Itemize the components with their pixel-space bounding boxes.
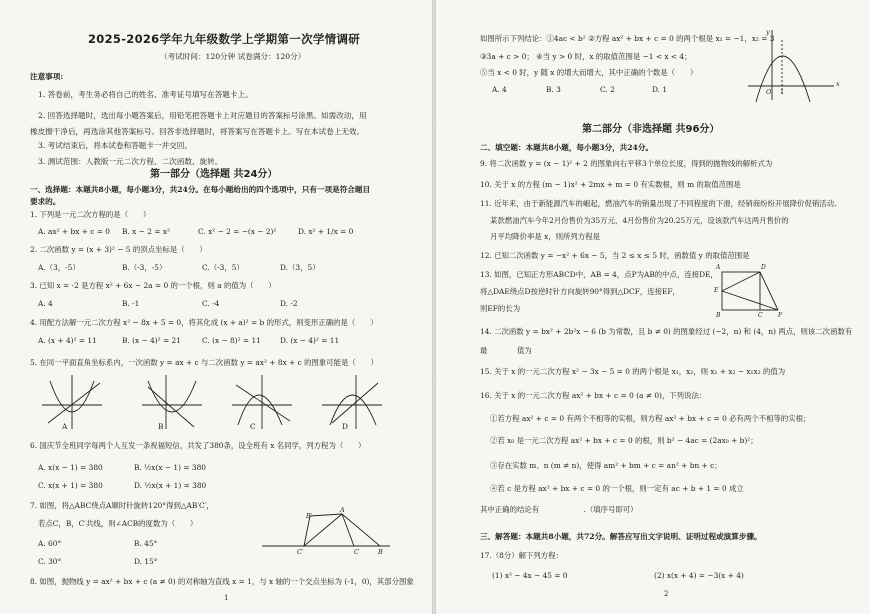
q5-label-b: B [158,422,164,431]
q2: 2. 二次函数 y = (x + 3)² − 5 的顶点坐标是（ ） [30,245,207,254]
q13: 13. 如图，已知正方形ABCD中，AB = 4，点P为AB的中点，连接DE， [480,270,718,279]
q7-option-a: A. 60° [38,539,62,548]
q2-option-b: B.（-3，-5） [122,263,167,272]
section1-intro: 一、选择题：本题共8小题，每小题3分，共24分。在每小题给出的四个选项中，只有一项是符合题目 [30,185,371,194]
q6-option-a: A. x(x − 1) = 380 [38,463,103,472]
section1-intro-cont: 要求的。 [30,197,61,206]
q11-cont-2: 月平均降价率是 x，则所列方程是 [490,232,600,241]
q4: 4. 用配方法解一元二次方程 x² − 8x + 5 = 0，将其化成 (x + a)² = b 的形式，则变形正确的是（ ） [30,318,378,327]
q13-label-b: B [716,312,721,319]
q5: 5. 在同一平面直角坐标系内，一次函数 y = ax + c 与二次函数 y = ax² + 8x + c 的图象可能是（ ） [30,358,378,367]
q3-option-b: B. -1 [122,299,140,308]
q8-label-x: x [836,80,840,88]
q16-item-4: ④若 c 是方程 ax² + bx + c = 0 的一个根，则一定有 ac + b + 1 = 0 成立 [490,484,744,493]
q10: 10. 关于 x 的方程 (m − 1)x² + 2mx + m = 0 有实数根，则 m 的取值范围是 [480,180,741,189]
q7-option-d: D. 15° [134,557,158,566]
q13-label-e: E [714,287,719,294]
q5-graph-a [42,375,102,429]
q6-option-c: C. x(x + 1) = 380 [38,481,103,490]
q11: 11. 近年来，由于新能源汽车的崛起，燃油汽车的销量出现了不同程度的下滑，经销商纷纷开展降价促销活动。 [480,199,842,208]
q1-option-a: A. ax² + bx + c = 0 [38,227,110,236]
notice-3: 3. 考试结束后，将本试卷和答题卡一并交回。 [38,141,192,150]
page-number: 1 [224,594,229,602]
q2-option-d: D.（3，5） [280,263,320,272]
q13-label-d: D [761,264,766,271]
section3-intro: 三、解答题：本题共8小题，共72分。解答应写出文字说明、证明过程或演算步骤。 [480,532,762,541]
q7-cont: 若点C，B，C′共线，则∠ACB的度数为（ ） [38,519,198,528]
q3: 3. 已知 x = -2 是方程 x² + 6x − 2a = 0 的一个根，则 a 的值为（ ） [30,281,276,290]
notice-heading: 注意事项: [30,72,64,81]
page-title: 2025-2026学年九年级数学上学期第一次学情调研 [88,32,361,46]
q8-label-o: O [766,88,772,96]
q8: 8. 如图，抛物线 y = ax² + bx + c (a ≠ 0) 的对称轴为直线 x = 1，与 x 轴的一个交点坐标为 (-1，0)，其部分图象 [30,577,414,586]
q5-graph-d [322,375,382,429]
q4-option-a: A. (x + 4)² = 11 [38,336,97,345]
q13-cont: 将△DAE绕点D按逆时针方向旋转90°得到△DCF，连接EF， [480,287,680,296]
q8-items: ③3a + c > 0； ④当 y > 0 时，x 的取值范围是 −1 < x < 4； [480,52,692,61]
q5-label-a: A [62,422,68,431]
q4-option-b: B. (x − 4)² = 21 [122,336,181,345]
q2-option-a: A.（3，-5） [38,263,80,272]
q15: 15. 关于 x 的一元二次方程 x² − 3x − 5 = 0 的两个根是 x₁，x₂，则 x₁ + x₂ − x₁x₂ 的值为 [480,367,786,376]
q7-label-a: A [340,506,345,514]
q13-label-c: C [758,312,763,319]
q4-option-c: C. (x − 8)² = 11 [202,336,261,345]
q14: 14. 二次函数 y = bx² + 2b²x − 6 (b 为常数，且 b ≠ 0) 的图象经过 (−2，n) 和 (4，n) 两点，则该二次函数有 [480,327,853,336]
q1-option-d: D. x² + 1/x = 0 [298,227,354,236]
q5-graph-c [232,375,292,429]
page-1 [0,0,432,614]
q5-graphs [42,373,402,431]
q3-option-a: A. 4 [38,299,53,308]
q6-option-b: B. ½x(x − 1) = 380 [134,463,206,472]
notice-2-cont: 橡皮擦干净后，再选涂其他答案标号。回答非选择题时，将答案写在答题卡上。写在本试卷上无效。 [30,127,365,136]
q8-option-a: A. 4 [492,85,507,94]
notice-1: 1. 答卷前，考生务必将自己的姓名、准考证号填写在答题卡上。 [38,90,253,99]
q7-option-c: C. 30° [38,557,62,566]
q17-part-2: (2) x(x + 4) = −3(x + 4) [654,571,744,580]
q7-figure [262,508,392,556]
q7-label-b-prime: B′ [306,512,313,520]
q6-option-d: D. ½x(x + 1) = 380 [134,481,207,490]
q16-item-1: ①若方程 ax² + c = 0 有两个不相等的实根，则方程 ax² + bx + c = 0 必有两个不相等的实根； [490,414,811,423]
q7-option-b: B. 45° [134,539,158,548]
part1-title: 第一部分（选择题 共24分） [150,169,278,180]
notice-2: 2. 回答选择题时，选出每小题答案后，用铅笔把答题卡上对应题目的答案标号涂黑。如需改动，用 [38,111,367,120]
q2-option-c: C.（-3，5） [202,263,244,272]
q8-figure [748,30,838,104]
exam-info: （考试时间：120分钟 试卷满分：120分） [160,52,306,61]
q6: 6. 国庆节全班同学每两个人互发一条祝福短信，共发了380条，设全班有 x 名同学，列方程为（ ） [30,441,366,450]
q16-item-2: ②若 x₀ 是一元二次方程 ax² + bx + c = 0 的根，则 b² − 4ac = (2ax₀ + b)²； [490,436,758,445]
q13-label-a: A [716,264,721,271]
q16-tail: 其中正确的结论有 .（填序号即可） [480,505,638,514]
q4-option-d: D. (x − 4)² = 11 [280,336,340,345]
q7-label-b: B [378,548,383,556]
q8-cont: 如图所示下列结论：①4ac < b² ②方程 ax² + bx + c = 0 的两个根是 x₁ = −1，x₂ = 3 [480,34,775,43]
q3-option-c: C. -4 [202,299,220,308]
part2-title: 第二部分（非选择题 共96分） [582,124,720,135]
q8-option-c: C. 2 [600,85,615,94]
q17-part-1: (1) x² − 4x − 45 = 0 [492,571,568,580]
q16: 16. 关于 x 的一元二次方程 ax² + bx + c = 0 (a ≠ 0)，下列说法： [480,391,707,400]
q5-label-d: D [342,422,348,431]
q11-cont: 某款燃油汽车今年2月份售价为35万元，4月份售价为20.25万元，设该款汽车这两月售价的 [490,216,789,225]
q14-cont: 最 值为 [480,346,532,355]
q12: 12. 已知二次函数 y = −x² + 6x − 5，当 2 ≤ x ≤ 5 时，函数值 y 的取值范围是 [480,251,750,260]
page-2 [436,0,870,614]
q5-graph-b [142,375,202,429]
section2-intro: 二、填空题：本题共8小题，每小题3分，共24分。 [480,143,654,152]
q1-option-b: B. x − 2 = x² [122,227,170,236]
q16-item-3: ③存在实数 m、n (m ≠ n)，使得 am² + bm + c = an² + bn + c； [490,461,722,470]
q7: 7. 如图，将△ABC绕点A顺时针旋转120°得到△AB′C′， [30,501,214,510]
q13-label-f: F [778,312,783,319]
q1: 1. 下列是一元二次方程的是（ ） [30,210,151,219]
q1-option-c: C. x² − 2 = −(x − 2)² [198,227,277,236]
q7-label-c-prime: C′ [297,548,304,556]
q17: 17.（8分）解下列方程： [480,551,563,560]
q13-cont-2: 则EF的长为 [480,304,521,313]
q8-label-1: 1 [780,88,785,96]
page-number-2: 2 [664,590,669,598]
q8-items-2: ⑤当 x < 0 时，y 随 x 的增大而增大，其中正确的个数是（ ） [480,68,698,77]
q8-option-b: B. 3 [546,85,561,94]
q8-option-d: D. 1 [652,85,668,94]
q5-label-c: C [250,422,256,431]
notice-4: 3. 测试范围：人教版一元二次方程、二次函数、旋转。 [38,157,223,166]
q13-figure [718,268,782,314]
q8-label-y: y [766,28,770,36]
q9: 9. 将二次函数 y = (x − 1)² + 2 的图象向右平移3个单位长度，得到的抛物线的解析式为 [480,159,773,168]
q3-option-d: D. -2 [280,299,298,308]
q7-label-c: C [354,548,359,556]
